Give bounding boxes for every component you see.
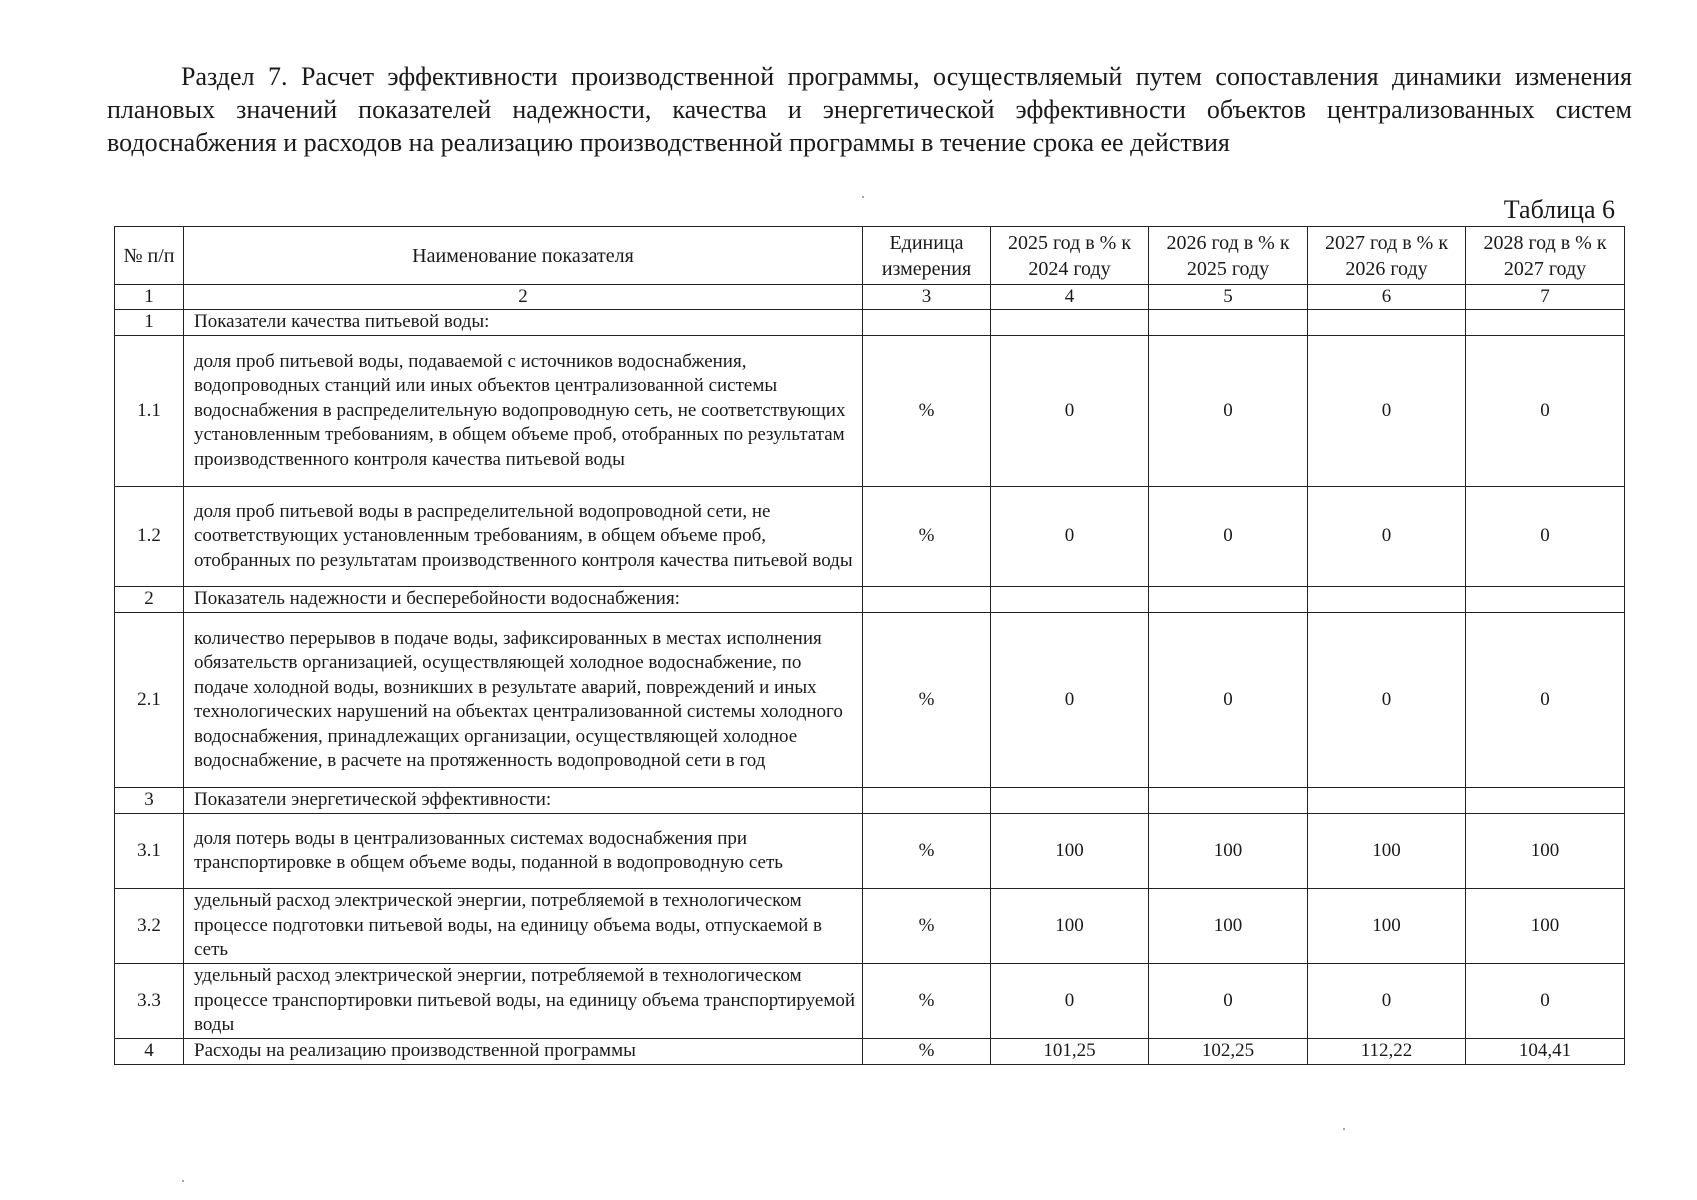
- row-value-2026: 102,25: [1149, 1039, 1308, 1065]
- row-name: Показатели энергетической эффективности:: [184, 788, 863, 814]
- row-name: Показатели качества питьевой воды:: [184, 310, 863, 336]
- row-num: 3.1: [115, 814, 184, 889]
- table-row: [115, 964, 1625, 1039]
- header-2025: 2025 год в % к 2024 году: [991, 227, 1149, 285]
- row-num: 3.3: [115, 964, 184, 1039]
- row-value-2025: 100: [991, 814, 1149, 889]
- row-name: доля потерь воды в централизованных системах водоснабжения при транспортировке в общем объеме воды, поданной в водопроводную сеть: [184, 814, 863, 889]
- row-unit: %: [863, 613, 991, 788]
- row-value-2027: 100: [1308, 814, 1466, 889]
- column-number: 4: [991, 285, 1149, 310]
- row-value-2025: [991, 788, 1149, 814]
- row-num: 1.2: [115, 487, 184, 587]
- row-value-2025: [991, 587, 1149, 613]
- column-number: 7: [1466, 285, 1625, 310]
- table-row: [115, 1039, 1625, 1065]
- row-value-2028: 104,41: [1466, 1039, 1625, 1065]
- row-unit: %: [863, 964, 991, 1039]
- column-number: 1: [115, 285, 184, 310]
- row-value-2028: [1466, 788, 1625, 814]
- table-row: [115, 336, 1625, 487]
- scan-speck: [1343, 1128, 1345, 1130]
- row-unit: [863, 587, 991, 613]
- row-value-2027: [1308, 587, 1466, 613]
- row-value-2028: 0: [1466, 336, 1625, 487]
- row-value-2025: 0: [991, 964, 1149, 1039]
- header-num: № п/п: [115, 227, 184, 285]
- column-number: 5: [1149, 285, 1308, 310]
- row-num: 2.1: [115, 613, 184, 788]
- column-number: 6: [1308, 285, 1466, 310]
- scan-speck: [862, 196, 864, 198]
- row-value-2028: [1466, 587, 1625, 613]
- row-unit: %: [863, 336, 991, 487]
- scan-speck: [182, 1180, 184, 1182]
- table-row: [115, 587, 1625, 613]
- header-unit: Единица измерения: [863, 227, 991, 285]
- row-value-2027: 112,22: [1308, 1039, 1466, 1065]
- row-num: 1.1: [115, 336, 184, 487]
- header-2026: 2026 год в % к 2025 году: [1149, 227, 1308, 285]
- row-num: 3.2: [115, 889, 184, 964]
- table-row: [115, 310, 1625, 336]
- row-value-2028: 0: [1466, 487, 1625, 587]
- table-row: [115, 788, 1625, 814]
- row-name: удельный расход электрической энергии, потребляемой в технологическом процессе подготовки питьевой воды, на единицу объема воды, отпускаемой в сеть: [184, 889, 863, 964]
- row-value-2026: 0: [1149, 336, 1308, 487]
- row-value-2027: [1308, 788, 1466, 814]
- header-2027: 2027 год в % к 2026 году: [1308, 227, 1466, 285]
- row-name: доля проб питьевой воды, подаваемой с источников водоснабжения, водопроводных станций или иных объектов централизованной системы водоснабжения в распределительную водопроводную сеть, не соответствующих установленным требованиям, в общем объеме проб, отобранных по результатам производственного контроля качества питьевой воды: [184, 336, 863, 487]
- row-name: количество перерывов в подаче воды, зафиксированных в местах исполнения обязательств организацией, осуществляющей холодное водоснабжение, по подаче холодной воды, возникших в результате аварий, повреждений и иных технологических нарушений на объектах централизованной системы холодного водоснабжения, принадлежащих организации, осуществляющей холодное водоснабжение, в расчете на протяженность водопроводной сети в год: [184, 613, 863, 788]
- row-name: удельный расход электрической энергии, потребляемой в технологическом процессе транспортировки питьевой воды, на единицу объема транспортируемой воды: [184, 964, 863, 1039]
- row-value-2025: 0: [991, 613, 1149, 788]
- table-row: [115, 814, 1625, 889]
- row-name: доля проб питьевой воды в распределительной водопроводной сети, не соответствующих установленным требованиям, в общем объеме проб, отобранных по результатам производственного контроля качества питьевой воды: [184, 487, 863, 587]
- row-value-2027: 0: [1308, 336, 1466, 487]
- row-value-2028: [1466, 310, 1625, 336]
- row-value-2026: 0: [1149, 487, 1308, 587]
- row-value-2026: [1149, 310, 1308, 336]
- row-value-2025: 100: [991, 889, 1149, 964]
- table-row: [115, 889, 1625, 964]
- column-number: 3: [863, 285, 991, 310]
- row-value-2026: 100: [1149, 814, 1308, 889]
- row-value-2025: 0: [991, 487, 1149, 587]
- row-value-2026: [1149, 788, 1308, 814]
- indicators-table: [114, 226, 1625, 1065]
- row-value-2026: 0: [1149, 964, 1308, 1039]
- row-value-2028: 0: [1466, 964, 1625, 1039]
- row-value-2025: 0: [991, 336, 1149, 487]
- column-numbers-row: [115, 285, 1625, 310]
- row-value-2025: [991, 310, 1149, 336]
- table-label: Таблица 6: [1503, 195, 1615, 224]
- row-unit: %: [863, 814, 991, 889]
- row-value-2028: 100: [1466, 889, 1625, 964]
- row-value-2028: 0: [1466, 613, 1625, 788]
- row-value-2026: 0: [1149, 613, 1308, 788]
- table-row: [115, 613, 1625, 788]
- table-header-row: [115, 227, 1625, 285]
- row-unit: %: [863, 1039, 991, 1065]
- header-name: Наименование показателя: [184, 227, 863, 285]
- row-value-2027: 100: [1308, 889, 1466, 964]
- row-unit: [863, 310, 991, 336]
- row-value-2025: 101,25: [991, 1039, 1149, 1065]
- table-row: [115, 487, 1625, 587]
- row-unit: [863, 788, 991, 814]
- section-heading: Раздел 7. Расчет эффективности производственной программы, осуществляемый путем сопоставления динамики изменения плановых значений показателей надежности, качества и энергетической эффективности объектов централизованных систем водоснабжения и расходов на реализацию производственной программы в течение срока ее действия: [107, 62, 1632, 157]
- row-unit: %: [863, 889, 991, 964]
- row-value-2027: 0: [1308, 964, 1466, 1039]
- column-number: 2: [184, 285, 863, 310]
- row-value-2027: 0: [1308, 613, 1466, 788]
- row-value-2026: 100: [1149, 889, 1308, 964]
- header-2028: 2028 год в % к 2027 году: [1466, 227, 1625, 285]
- row-unit: %: [863, 487, 991, 587]
- row-value-2027: [1308, 310, 1466, 336]
- row-value-2026: [1149, 587, 1308, 613]
- row-num: 4: [115, 1039, 184, 1065]
- row-value-2028: 100: [1466, 814, 1625, 889]
- row-value-2027: 0: [1308, 487, 1466, 587]
- row-name: Расходы на реализацию производственной программы: [184, 1039, 863, 1065]
- row-num: 3: [115, 788, 184, 814]
- row-num: 2: [115, 587, 184, 613]
- row-num: 1: [115, 310, 184, 336]
- row-name: Показатель надежности и бесперебойности водоснабжения:: [184, 587, 863, 613]
